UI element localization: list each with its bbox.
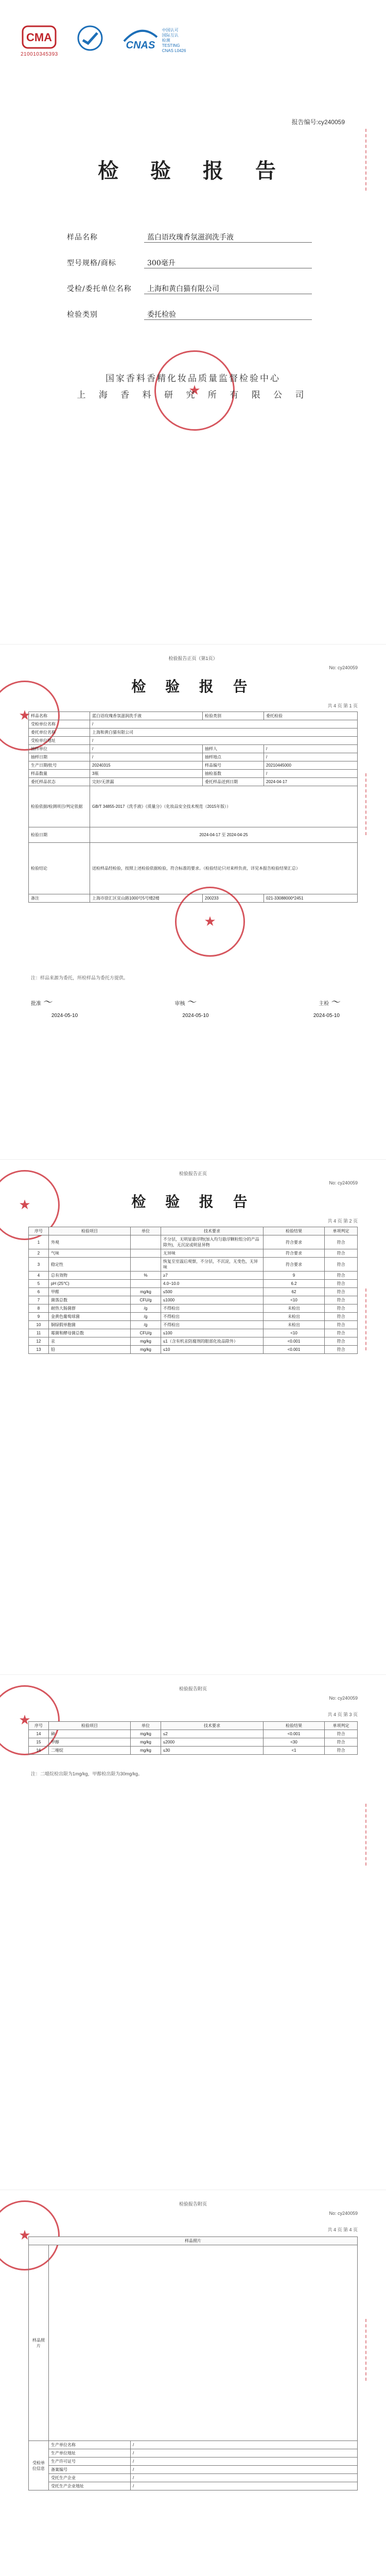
table-row bbox=[29, 778, 358, 786]
cell: 抽样地点 bbox=[203, 753, 264, 761]
row-label: 受检单位信息 bbox=[29, 2441, 49, 2490]
perforation-seal bbox=[365, 1804, 386, 1866]
cnas-line: 中国认可 bbox=[162, 28, 179, 32]
cell: 备注 bbox=[29, 894, 90, 903]
cell: 符合 bbox=[325, 1288, 358, 1296]
reviewer-label: 审核 bbox=[174, 1001, 185, 1007]
cell: / bbox=[131, 2458, 358, 2466]
cell: 生产单位名称 bbox=[49, 2441, 131, 2449]
cma-number: 210010345393 bbox=[21, 52, 58, 57]
cell: ≤30 bbox=[161, 1747, 264, 1755]
cell: <0.001 bbox=[264, 1337, 325, 1346]
table-row bbox=[29, 761, 358, 770]
cell: mg/kg bbox=[131, 1288, 161, 1296]
org-name-line1: 国家香料香精化妆品质量监督检验中心 bbox=[106, 374, 280, 384]
cell: 5 bbox=[29, 1280, 49, 1288]
approver-signature: ～ bbox=[42, 997, 52, 1008]
cell: ≤2000 bbox=[161, 1738, 264, 1747]
cell: 符合 bbox=[325, 1272, 358, 1280]
cell: 生产日期/批号 bbox=[29, 761, 90, 770]
field-label: 型号规格/商标 bbox=[67, 259, 116, 267]
cell: 样品数量 bbox=[29, 770, 90, 778]
reviewer bbox=[175, 995, 196, 1008]
cell: 稳定性 bbox=[49, 1258, 131, 1272]
report-number: No: cy240059 bbox=[329, 1696, 358, 1701]
table-row bbox=[29, 1280, 358, 1288]
cell: /g bbox=[131, 1304, 161, 1313]
table-row bbox=[29, 2474, 358, 2482]
cell: 符合 bbox=[325, 1296, 358, 1304]
page-header: 检验报告正页（第1页） bbox=[168, 656, 218, 661]
cell: 不得检出 bbox=[161, 1313, 264, 1321]
cell: /g bbox=[131, 1321, 161, 1329]
cell: 备案编号 bbox=[49, 2466, 131, 2474]
column-header: 检验项目 bbox=[49, 1227, 131, 1235]
cell: 抽检基数 bbox=[203, 770, 264, 778]
column-header: 技术要求 bbox=[161, 1722, 264, 1730]
column-header: 单位 bbox=[131, 1227, 161, 1235]
cell: <0.001 bbox=[264, 1730, 325, 1738]
table-title: 样品照片 bbox=[29, 2237, 358, 2245]
cell: 4.0~10.0 bbox=[161, 1280, 264, 1288]
cell: 符合要求 bbox=[264, 1235, 325, 1249]
cell: 符合 bbox=[325, 1747, 358, 1755]
cell: 15 bbox=[29, 1738, 49, 1747]
sign-date: 2024-05-10 bbox=[313, 1013, 340, 1019]
cell: % bbox=[131, 1272, 161, 1280]
cnas-line: TESTING bbox=[162, 43, 180, 48]
column-header: 序号 bbox=[29, 1227, 49, 1235]
table-row bbox=[29, 1747, 358, 1755]
cell: CFU/g bbox=[131, 1329, 161, 1337]
cell: ≤2 bbox=[161, 1730, 264, 1738]
cell: <0.001 bbox=[264, 1346, 325, 1354]
sample-info-table bbox=[28, 711, 358, 903]
table-row bbox=[29, 1321, 358, 1329]
cell: / bbox=[131, 2474, 358, 2482]
cell: 样品编号 bbox=[203, 761, 264, 770]
cell: mg/kg bbox=[131, 1747, 161, 1755]
table-row bbox=[29, 1337, 358, 1346]
cell: 上海和黄白猫有限公司 bbox=[90, 728, 358, 737]
table-row bbox=[29, 2245, 358, 2441]
cnas-logo bbox=[122, 25, 186, 54]
report-number: No: cy240059 bbox=[329, 665, 358, 670]
cell: ≤100 bbox=[161, 1329, 264, 1337]
cell: 委托单位名称 bbox=[29, 728, 90, 737]
cell: mg/kg bbox=[131, 1337, 161, 1346]
report-number: No: cy240059 bbox=[329, 1180, 358, 1185]
cell: 未检出 bbox=[264, 1304, 325, 1313]
cell: pH (25℃) bbox=[49, 1280, 131, 1288]
cell: 符合 bbox=[325, 1304, 358, 1313]
table-row bbox=[29, 1296, 358, 1304]
cell: 样品名称 bbox=[29, 712, 90, 720]
column-header: 单项判定 bbox=[325, 1227, 358, 1235]
column-header: 序号 bbox=[29, 1722, 49, 1730]
field-value: 上海和黄白猫有限公司 bbox=[144, 283, 312, 294]
page-number: 共 4 页 第 4 页 bbox=[327, 2227, 358, 2232]
cell: 12 bbox=[29, 1337, 49, 1346]
cell: 021-33088000*2451 bbox=[264, 894, 358, 903]
approver-label: 批准 bbox=[31, 1001, 41, 1007]
cell: 抽样单位 bbox=[29, 745, 90, 753]
cell: 蓝白语玫瑰香氛滋润洗手液 bbox=[90, 712, 203, 720]
cell: 受检单位名称 bbox=[29, 720, 90, 728]
cell: 62 bbox=[264, 1288, 325, 1296]
cell: 11 bbox=[29, 1329, 49, 1337]
table-row bbox=[29, 1313, 358, 1321]
table-row bbox=[29, 712, 358, 720]
cnas-caption bbox=[162, 28, 186, 54]
tester bbox=[319, 995, 340, 1008]
cell: 符合 bbox=[325, 1321, 358, 1329]
page-header: 检验报告附页 bbox=[179, 2201, 207, 2207]
cell: 受托生产企业地址 bbox=[49, 2482, 131, 2490]
cell: ≤500 bbox=[161, 1288, 264, 1296]
cma-logo bbox=[21, 25, 58, 57]
table-row bbox=[29, 1272, 358, 1280]
cell: 恢复至室温后观察，不分层，不沉淀，无变色，无异味 bbox=[161, 1258, 264, 1272]
table-row bbox=[29, 770, 358, 778]
cell bbox=[131, 1258, 161, 1272]
cell bbox=[131, 1249, 161, 1258]
tester-signature: ～ bbox=[330, 997, 340, 1008]
cell: 不分层，无明显悬浮物(加入均匀悬浮颗粒组分的产品除外)，无沉淀或明显异物 bbox=[161, 1235, 264, 1249]
cell: ≤10 bbox=[161, 1346, 264, 1354]
report-page-4 bbox=[0, 2190, 386, 2576]
page-number: 共 4 页 第 1 页 bbox=[327, 703, 358, 708]
cell: 委托样品送到日期 bbox=[203, 778, 264, 786]
report-number-value: cy240059 bbox=[318, 118, 345, 126]
perforation-seal bbox=[365, 773, 386, 835]
table-row bbox=[29, 786, 358, 827]
cell: 抽样人 bbox=[203, 745, 264, 753]
cell: 二噁烷 bbox=[49, 1747, 131, 1755]
cell: 3 bbox=[29, 1258, 49, 1272]
field-value: 蓝白语玫瑰香氛滋润洗手液 bbox=[144, 232, 312, 243]
signature-block bbox=[31, 995, 340, 1008]
photo-info-table bbox=[28, 2236, 358, 2490]
cell: 6 bbox=[29, 1288, 49, 1296]
cell: 委托样品状态 bbox=[29, 778, 90, 786]
cell: 无异味 bbox=[161, 1249, 264, 1258]
cell: 16 bbox=[29, 1747, 49, 1755]
table-row bbox=[29, 728, 358, 737]
cell: / bbox=[90, 737, 358, 745]
cell: 铜绿假单胞菌 bbox=[49, 1321, 131, 1329]
table-header-row bbox=[29, 1227, 358, 1235]
table-row bbox=[29, 1288, 358, 1296]
cell: 符合 bbox=[325, 1346, 358, 1354]
column-header: 单位 bbox=[131, 1722, 161, 1730]
cell: 13 bbox=[29, 1346, 49, 1354]
cell: / bbox=[264, 753, 358, 761]
cell: 14 bbox=[29, 1730, 49, 1738]
field-value: 委托检验 bbox=[144, 309, 312, 320]
cell: 气味 bbox=[49, 1249, 131, 1258]
cell: 2 bbox=[29, 1249, 49, 1258]
cell: 生产单位地址 bbox=[49, 2449, 131, 2458]
perforation-seal bbox=[365, 2319, 386, 2381]
cell: 符合 bbox=[325, 1249, 358, 1258]
cell: 检验日期 bbox=[29, 827, 90, 843]
column-header: 检验结果 bbox=[264, 1722, 325, 1730]
cell: 不得检出 bbox=[161, 1304, 264, 1313]
table-row bbox=[29, 2458, 358, 2466]
ilac-mac-icon bbox=[77, 25, 103, 52]
cnas-line: CNAS L0426 bbox=[162, 48, 186, 53]
cell: 8 bbox=[29, 1304, 49, 1313]
table-row bbox=[29, 1738, 358, 1747]
table-row bbox=[29, 2466, 358, 2474]
results-table bbox=[28, 1227, 358, 1354]
cma-mark-icon bbox=[21, 25, 57, 49]
cell: / bbox=[131, 2441, 358, 2449]
field-label: 样品名称 bbox=[67, 233, 98, 242]
field-sample-name bbox=[67, 232, 312, 243]
cell: 完好/无泄漏 bbox=[90, 778, 203, 786]
cell: 受检单位地址 bbox=[29, 737, 90, 745]
report-page-3 bbox=[0, 1674, 386, 2190]
field-label: 检验类别 bbox=[67, 311, 98, 319]
sign-date: 2024-05-10 bbox=[182, 1013, 209, 1019]
field-spec bbox=[67, 258, 312, 268]
cell: 9 bbox=[264, 1272, 325, 1280]
cell: 霉菌和酵母菌总数 bbox=[49, 1329, 131, 1337]
table-header-row bbox=[29, 1722, 358, 1730]
report-number-label: 报告编号: bbox=[291, 118, 318, 126]
cell: 7 bbox=[29, 1296, 49, 1304]
cell: 生产许可证号 bbox=[49, 2458, 131, 2466]
cell: 符合 bbox=[325, 1337, 358, 1346]
results-body bbox=[29, 1730, 358, 1755]
cell: 200233 bbox=[203, 894, 264, 903]
cell: 受托生产企业 bbox=[49, 2474, 131, 2482]
svg-text:CNAS: CNAS bbox=[126, 40, 155, 51]
cell: / bbox=[131, 2466, 358, 2474]
column-header: 检验项目 bbox=[49, 1722, 131, 1730]
cell: 委托检验 bbox=[264, 712, 358, 720]
cell: 10 bbox=[29, 1321, 49, 1329]
table-header-row bbox=[29, 2237, 358, 2245]
cell: 符合 bbox=[325, 1235, 358, 1249]
cell: / bbox=[131, 2482, 358, 2490]
certification-logos bbox=[21, 25, 186, 57]
reviewer-signature: ～ bbox=[186, 997, 196, 1008]
cell: 抽样日期 bbox=[29, 753, 90, 761]
cell: 耐热大肠菌群 bbox=[49, 1304, 131, 1313]
page-number: 共 4 页 第 3 页 bbox=[327, 1712, 358, 1717]
page-header: 检验报告附页 bbox=[179, 1686, 207, 1691]
cell: 9 bbox=[29, 1313, 49, 1321]
column-header: 单项判定 bbox=[325, 1722, 358, 1730]
table-row bbox=[29, 1249, 358, 1258]
cell: 未检出 bbox=[264, 1313, 325, 1321]
cell: 符合 bbox=[325, 1280, 358, 1288]
cell: <10 bbox=[264, 1329, 325, 1337]
cell: ≥7 bbox=[161, 1272, 264, 1280]
cell: ≤1（含有机汞防腐剂的眼部化妆品除外） bbox=[161, 1337, 264, 1346]
cell: <1 bbox=[264, 1747, 325, 1755]
page-title: 检 验 报 告 bbox=[131, 1193, 255, 1210]
page-number: 共 4 页 第 2 页 bbox=[327, 1218, 358, 1224]
table-row bbox=[29, 1258, 358, 1272]
ilac-logo bbox=[77, 25, 103, 52]
tester-label: 主检 bbox=[319, 1001, 329, 1007]
cell: 6.2 bbox=[264, 1280, 325, 1288]
approver bbox=[31, 995, 52, 1008]
table-row bbox=[29, 737, 358, 745]
cell: 甲醛 bbox=[49, 1288, 131, 1296]
cell: 2024-04-17 至 2024-04-25 bbox=[90, 827, 358, 843]
test-seal bbox=[175, 887, 245, 957]
column-header: 技术要求 bbox=[161, 1227, 264, 1235]
field-label: 受检/委托单位名称 bbox=[67, 285, 132, 293]
cell: 符合要求 bbox=[264, 1249, 325, 1258]
cell: CFU/g bbox=[131, 1296, 161, 1304]
cell bbox=[131, 1235, 161, 1249]
table-row bbox=[29, 1304, 358, 1313]
cell: mg/kg bbox=[131, 1730, 161, 1738]
cell: <30 bbox=[264, 1738, 325, 1747]
results-table bbox=[28, 1721, 358, 1755]
cell: 检验类别 bbox=[203, 712, 264, 720]
cell: 送检样品经检验，按照上述检验依据检验，符合标准的要求。（检验结论只对来样负责，详见本报告检验结果汇总） bbox=[90, 843, 358, 894]
cell: mg/kg bbox=[131, 1738, 161, 1747]
table-row bbox=[29, 1329, 358, 1337]
cell: 符合 bbox=[325, 1730, 358, 1738]
cell: GB/T 34855-2017《洗手液》《质量分》（化妆品安全技术规范（2015年版）） bbox=[90, 786, 358, 827]
signature-dates bbox=[51, 1013, 340, 1019]
page-header: 检验报告正页 bbox=[179, 1171, 207, 1176]
footnote: 注：样品来源为委托，所检样品为委托方提供。 bbox=[31, 975, 129, 980]
cell: 3瓶 bbox=[90, 770, 203, 778]
footnote: 注：二噁烷检出限为1mg/kg，甲醇检出限为30mg/kg。 bbox=[31, 1771, 143, 1776]
cell: <10 bbox=[264, 1296, 325, 1304]
cell: 外观 bbox=[49, 1235, 131, 1249]
cover-page bbox=[0, 0, 386, 644]
cell: 20240315 bbox=[90, 761, 203, 770]
table-row bbox=[29, 1730, 358, 1738]
cell: 检验依据/检测项目/判定依据 bbox=[29, 786, 90, 827]
table-row bbox=[29, 2441, 358, 2449]
cell: 不得检出 bbox=[161, 1321, 264, 1329]
cell: / bbox=[90, 753, 203, 761]
cnas-line: 国际互认 bbox=[162, 33, 179, 38]
cell: 4 bbox=[29, 1272, 49, 1280]
page-title: 检 验 报 告 bbox=[131, 678, 255, 695]
cell: 未检出 bbox=[264, 1321, 325, 1329]
report-title: 检 验 报 告 bbox=[98, 159, 288, 183]
cell: 符合 bbox=[325, 1258, 358, 1272]
photo-area bbox=[49, 2245, 358, 2441]
field-value: 300毫升 bbox=[144, 258, 312, 268]
cell: /g bbox=[131, 1313, 161, 1321]
cell: ≤1000 bbox=[161, 1296, 264, 1304]
row-label: 样品照片 bbox=[29, 2245, 49, 2441]
report-page-2 bbox=[0, 1159, 386, 1675]
cnas-mark-icon bbox=[122, 26, 159, 53]
table-row bbox=[29, 843, 358, 894]
cell: 符合 bbox=[325, 1313, 358, 1321]
cell: / bbox=[90, 720, 358, 728]
cell bbox=[131, 1280, 161, 1288]
column-header: 检验结果 bbox=[264, 1227, 325, 1235]
cell: 2024-04-17 bbox=[264, 778, 358, 786]
table-row bbox=[29, 753, 358, 761]
results-body bbox=[29, 1235, 358, 1354]
field-client bbox=[67, 283, 312, 294]
cnas-line: 检测 bbox=[162, 38, 170, 43]
cell: / bbox=[264, 770, 358, 778]
info-body bbox=[29, 2441, 358, 2490]
table-row bbox=[29, 827, 358, 843]
table-row bbox=[29, 745, 358, 753]
cell: 金黄色葡萄球菌 bbox=[49, 1313, 131, 1321]
table-row bbox=[29, 2482, 358, 2490]
cell: / bbox=[131, 2449, 358, 2458]
cell: / bbox=[90, 745, 203, 753]
cell: 上海市徐汇区宜山路1000号5号楼2楼 bbox=[90, 894, 203, 903]
report-page-1 bbox=[0, 644, 386, 1160]
svg-text:CMA: CMA bbox=[26, 31, 52, 44]
cell: 总有效物 bbox=[49, 1272, 131, 1280]
sign-date: 2024-05-10 bbox=[51, 1013, 78, 1019]
cell: 符合要求 bbox=[264, 1258, 325, 1272]
report-number bbox=[292, 117, 345, 126]
cell: 符合 bbox=[325, 1329, 358, 1337]
cell: 符合 bbox=[325, 1738, 358, 1747]
cell: mg/kg bbox=[131, 1346, 161, 1354]
cell: 甲醇 bbox=[49, 1738, 131, 1747]
report-number: No: cy240059 bbox=[329, 2211, 358, 2216]
cell: 20210445000 bbox=[264, 761, 358, 770]
table-row bbox=[29, 2449, 358, 2458]
table-row bbox=[29, 1235, 358, 1249]
cell: 1 bbox=[29, 1235, 49, 1249]
cell: 砷 bbox=[49, 1730, 131, 1738]
field-test-category bbox=[67, 309, 312, 320]
perforation-seal bbox=[365, 129, 386, 191]
cell: 铅 bbox=[49, 1346, 131, 1354]
cell: / bbox=[264, 745, 358, 753]
perforation-seal bbox=[365, 1289, 386, 1350]
cell: 检验结论 bbox=[29, 843, 90, 894]
cell: 汞 bbox=[49, 1337, 131, 1346]
org-name-line2: 上 海 香 料 研 究 所 有 限 公 司 bbox=[77, 390, 309, 400]
table-row bbox=[29, 720, 358, 728]
table-row bbox=[29, 1346, 358, 1354]
cell: 菌落总数 bbox=[49, 1296, 131, 1304]
